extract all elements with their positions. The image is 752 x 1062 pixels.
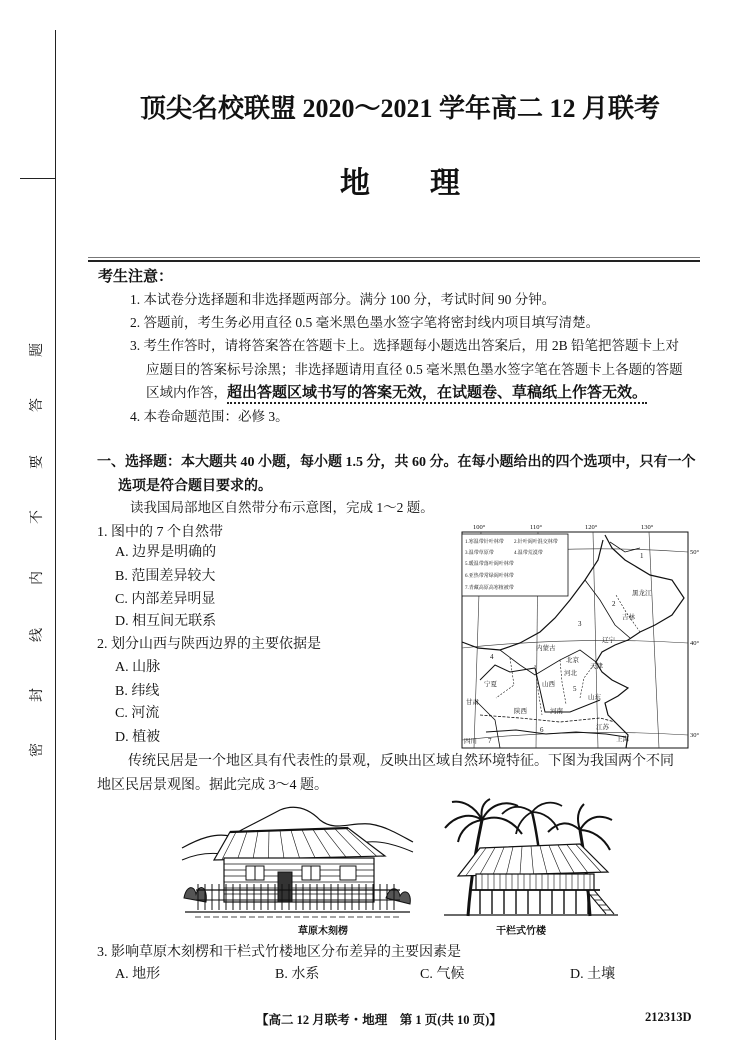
region-label: 河南 — [550, 708, 563, 715]
seal-char: 答 — [30, 398, 45, 412]
binding-line — [55, 30, 56, 1040]
legend-item: 1.寒温带针叶林带 — [465, 540, 504, 545]
q2-option-c: C. 河流 — [115, 706, 160, 721]
intro-q3-q4-line-2: 地区民居景观图。据此完成 3～4 题。 — [97, 778, 328, 793]
latitude-label: 50° — [690, 549, 700, 556]
legend-item: 2.针叶阔叶混交林带 — [514, 540, 558, 545]
exam-title: 顶尖名校联盟 2020～2021 学年高二 12 月联考 — [139, 94, 660, 123]
palm-frond — [580, 817, 612, 830]
zone-number: 7 — [488, 737, 492, 745]
header-rule-thin — [88, 257, 700, 258]
legend-item: 4.温带荒漠带 — [514, 551, 543, 556]
notice-item-3-line-1: 3. 考生作答时，请将答案答在答题卡上。选择题每小题选出答案后，用 2B 铅笔把答题卡上对 — [130, 338, 680, 353]
q1-option-c: C. 内部差异明显 — [115, 592, 216, 607]
region-label: 黑龙江 — [632, 590, 652, 597]
latitude-label: 30° — [690, 732, 700, 739]
region-label: 北京 — [566, 657, 579, 664]
notice-item-1: 1. 本试卷分选择题和非选择题两部分。满分 100 分，考试时间 90 分钟。 — [130, 292, 556, 307]
bush — [386, 889, 410, 904]
longitude-label: 100° — [473, 524, 486, 531]
stilt-house-illustration — [440, 798, 620, 923]
zone-number: 4 — [490, 653, 494, 661]
legend-item: 7.青藏高原高寒植被带 — [465, 586, 514, 591]
q3-option-c: C. 气候 — [420, 967, 465, 982]
q2-option-d: D. 植被 — [115, 730, 161, 745]
longitude-label: 130° — [641, 524, 654, 531]
q2-stem: 2. 划分山西与陕西边界的主要依据是 — [97, 637, 321, 652]
notice-heading: 考生注意： — [98, 269, 174, 285]
intro-q1-q2: 读我国局部地区自然带分布示意图，完成 1～2 题。 — [130, 500, 434, 515]
q2-option-b: B. 纬线 — [115, 684, 160, 699]
subject-title: 地 理 — [340, 167, 460, 200]
notice-item-4: 4. 本卷命题范围：必修 3。 — [130, 409, 289, 424]
zone-number: 5 — [573, 685, 577, 693]
notice-emphasis: 超出答题区域书写的答案无效，在试题卷、草稿纸上作答无效。 — [227, 385, 647, 404]
region-label: 山西 — [542, 681, 555, 688]
region-label: 辽宁 — [602, 637, 615, 644]
q3-option-b: B. 水系 — [275, 967, 320, 982]
region-label: 江苏 — [596, 724, 609, 731]
q1-stem: 1. 图中的 7 个自然带 — [97, 525, 223, 540]
zone-number: 2 — [612, 600, 616, 608]
legend-item: 5.暖温带落叶阔叶林带 — [465, 562, 514, 567]
region-label: 天津 — [590, 663, 603, 670]
region-label: 山东 — [588, 694, 601, 701]
notice-item-2: 2. 答题前，考生务必用直径 0.5 毫米黑色墨水签字笔将密封线内项目填写清楚。 — [130, 315, 600, 330]
right-figure-caption: 干栏式竹楼 — [496, 926, 546, 937]
palm-frond — [532, 803, 562, 812]
zone-number: 1 — [640, 552, 644, 560]
longitude-label: 110° — [530, 524, 543, 531]
notice-item-3-line-3 — [146, 384, 647, 402]
q1-option-d: D. 相互间无联系 — [115, 614, 217, 629]
seal-char: 内 — [30, 571, 45, 585]
seal-char: 题 — [30, 343, 45, 357]
binding-tick — [20, 178, 55, 179]
seal-char: 密 — [30, 743, 45, 757]
door — [278, 872, 292, 902]
section-heading-line-1: 一、选择题：本大题共 40 小题，每小题 1.5 分，共 60 分。在每小题给出的四个选项中，只有一个 — [97, 455, 696, 470]
q1-option-a: A. 边界是明确的 — [115, 545, 217, 560]
region-label: 陕西 — [514, 708, 527, 715]
legend-item: 6.亚热带常绿阔叶林带 — [465, 574, 514, 579]
seal-char: 线 — [30, 628, 45, 642]
natural-zone-map — [456, 520, 706, 754]
q3-option-d: D. 土壤 — [570, 967, 616, 982]
region-label: 吉林 — [622, 614, 635, 621]
stilts — [480, 890, 588, 914]
left-figure-caption: 草原木刻楞 — [298, 926, 348, 937]
roof — [214, 828, 385, 860]
window — [340, 866, 356, 880]
q2-option-a: A. 山脉 — [115, 660, 161, 675]
latitude-label: 40° — [690, 640, 700, 647]
palm-fronds — [502, 803, 562, 834]
palm-frond — [580, 830, 610, 850]
notice-item-3-text: 区域内作答， — [146, 385, 227, 400]
exam-code: 212313D — [645, 1010, 692, 1024]
q1-option-b: B. 范围差异较大 — [115, 569, 216, 584]
seal-char: 不 — [30, 510, 45, 524]
legend-item: 3.温带草原带 — [465, 551, 494, 556]
log-house-illustration — [180, 798, 415, 923]
seal-char: 封 — [30, 688, 45, 702]
section-heading-line-2: 选项是符合题目要求的。 — [118, 479, 272, 494]
zone-number: 3 — [578, 620, 582, 628]
palm-frond — [502, 807, 532, 814]
region-label: 河北 — [564, 670, 577, 677]
region-label: 宁夏 — [484, 681, 497, 688]
q3-stem: 3. 影响草原木刻楞和干栏式竹楼地区分布差异的主要因素是 — [97, 945, 461, 960]
zone-number: 6 — [540, 726, 544, 734]
intro-q3-q4-line-1: 传统民居是一个地区具有代表性的景观，反映出区域自然环境特征。下图为我国两个不同 — [128, 754, 674, 769]
seal-char: 要 — [30, 455, 45, 469]
palm-fronds — [445, 799, 522, 842]
page-footer: 【高二 12 月联考・地理 第 1 页(共 10 页)】 — [256, 1013, 502, 1027]
header-rule — [88, 260, 700, 262]
region-label: 内蒙古 — [536, 645, 556, 652]
region-label: 上海 — [616, 736, 629, 743]
region-label: 四川 — [464, 738, 477, 745]
notice-item-3-line-2: 应题目的答案标号涂黑；非选择题请用直径 0.5 毫米黑色墨水签字笔在答题卡上各题的答题 — [146, 362, 683, 377]
longitude-label: 120° — [585, 524, 598, 531]
region-label: 甘肃 — [466, 699, 479, 706]
palm-frond — [548, 823, 580, 832]
q3-option-a: A. 地形 — [115, 967, 161, 982]
